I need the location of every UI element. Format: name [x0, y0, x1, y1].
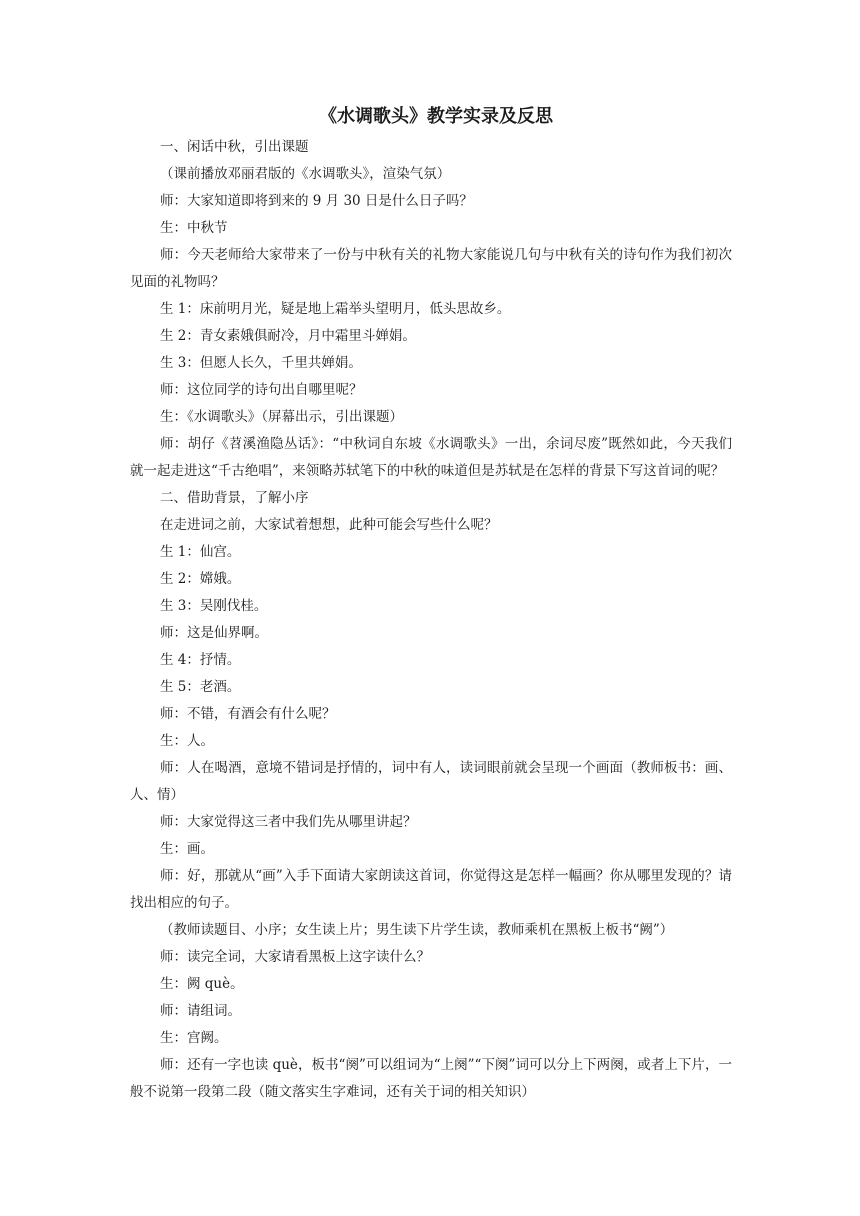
paragraph: 师：这位同学的诗句出自哪里呢？ [160, 382, 363, 398]
paragraph: 师：不错，有酒会有什么呢？ [160, 706, 336, 722]
paragraph: 在走进词之前，大家试着想想，此种可能会写些什么呢？ [160, 517, 498, 533]
paragraph: 生：《水调歌头》（屏幕出示，引出课题） [160, 409, 403, 425]
paragraph: 一、闲话中秋，引出课题 [160, 139, 309, 155]
document-title: 《水调歌头》教学实录及反思 [319, 106, 553, 127]
paragraph: 生 4：抒情。 [160, 652, 241, 668]
document-page [130, 100, 732, 1106]
paragraph: 师：今天老师给大家带来了一份与中秋有关的礼物大家能说几句与中秋有关的诗句作为我们初次见面的礼物吗？ [130, 247, 732, 290]
paragraph: 师：这是仙界啊。 [160, 625, 268, 641]
paragraph: 生：宫阙。 [160, 1030, 228, 1046]
paragraph: 生 2：嫦娥。 [160, 571, 241, 587]
paragraph: 师：读完全词，大家请看黑板上这字读什么？ [160, 949, 430, 965]
paragraph: 生：中秋节 [160, 220, 228, 236]
paragraph: （课前播放邓丽君版的《水调歌头》，渲染气氛） [160, 166, 451, 182]
paragraph: 生：人。 [160, 733, 214, 749]
paragraph: 生 3：吴刚伐桂。 [160, 598, 268, 614]
paragraph: 生：画。 [160, 841, 214, 857]
paragraph: 生 3：但愿人长久，千里共婵娟。 [160, 355, 362, 371]
paragraph: 生 1：床前明月光，疑是地上霜举头望明月，低头思故乡。 [160, 301, 511, 317]
paragraph: 师：请组词。 [160, 1003, 241, 1019]
paragraph: 师：胡仔《苕溪渔隐丛话》：“中秋词自东坡《水调歌头》一出，余词尽废”既然如此，今天我们就一起走进这“千古绝唱”，来领略苏轼笔下的中秋的味道但是苏轼是在怎样的背景下写这首词的呢？ [130, 436, 732, 479]
paragraph: 师：大家觉得这三者中我们先从哪里讲起？ [160, 814, 417, 830]
section-heading: 二、借助背景，了解小序 [160, 490, 309, 506]
paragraph: 师：还有一字也读 què，板书“阕”可以组词为“上阕”“下阕”词可以分上下两阕，或者上下片，一般不说第一段第二段（随文落实生字难词，还有关于词的相关知识） [130, 1057, 732, 1100]
paragraph: 生 1：仙宫。 [160, 544, 241, 560]
paragraph: 师：好，那就从“画”入手下面请大家朗读这首词，你觉得这是怎样一幅画？你从哪里发现的？请找出相应的句子。 [130, 868, 732, 911]
paragraph: （教师读题目、小序；女生读上片；男生读下片学生读，教师乘机在黑板上板书“阙”） [160, 922, 674, 938]
paragraph: 师：人在喝酒，意境不错词是抒情的，词中有人，读词眼前就会呈现一个画面（教师板书：画、人、情） [130, 760, 732, 803]
paragraph: 生 2：青女素娥俱耐冷，月中霜里斗婵娟。 [160, 328, 416, 344]
document-body [130, 134, 732, 1106]
paragraph: 生 5：老酒。 [160, 679, 241, 695]
paragraph: 生：阙 què。 [160, 976, 244, 992]
paragraph: 师：大家知道即将到来的 9 月 30 日是什么日子吗？ [160, 193, 473, 209]
